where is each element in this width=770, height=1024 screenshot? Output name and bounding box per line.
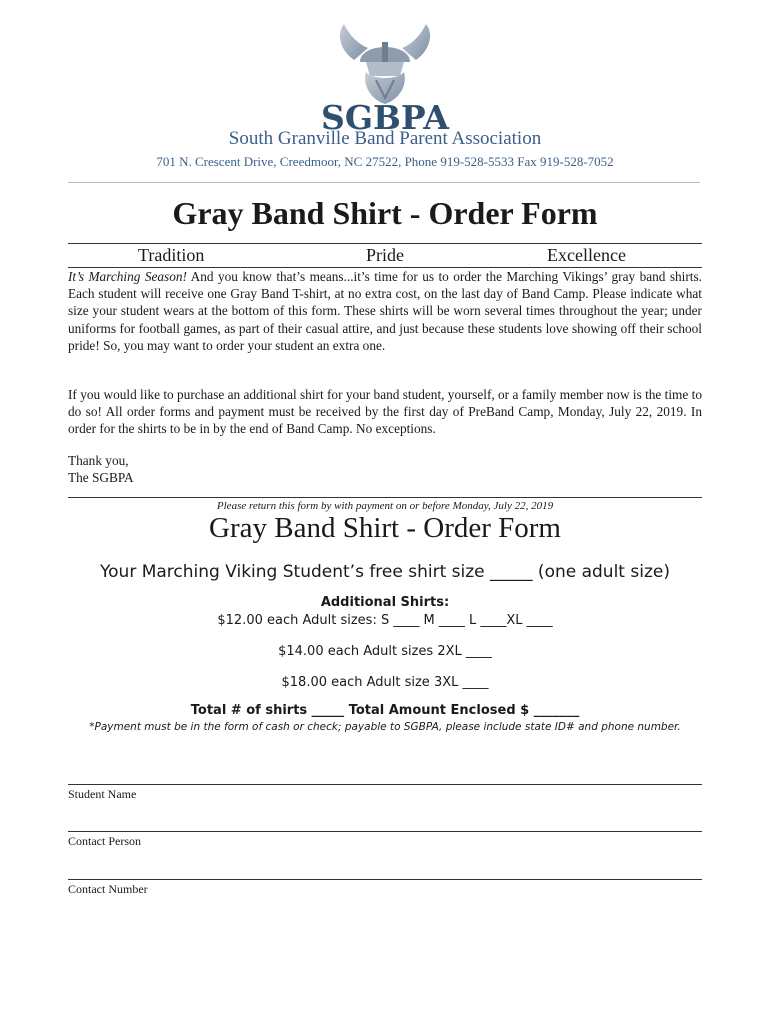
totals-line[interactable]: Total # of shirts _____ Total Amount Enclosed $ _______ [190, 703, 580, 718]
price-12-sizes-line[interactable]: $12.00 each Adult sizes: S ____ M ____ L ____XL ____ [217, 613, 553, 628]
price-18-sizes-line[interactable]: $18.00 each Adult size 3XL ____ [281, 675, 489, 690]
return-note: Please return this form by with payment on or before Monday, July 22, 2019 [216, 500, 554, 512]
title-rule-top [68, 243, 702, 244]
viking-head-icon [310, 20, 460, 104]
price-14-sizes-line[interactable]: $14.00 each Adult sizes 2XL ____ [278, 644, 492, 659]
association-address: 701 N. Crescent Drive, Creedmoor, NC 27522, Phone 919-528-5533 Fax 919-528-7052 [156, 154, 614, 169]
free-shirt-size-line[interactable]: Your Marching Viking Student’s free shirt size _____ (one adult size) [100, 562, 670, 582]
order-form-title: Gray Band Shirt - Order Form [209, 512, 561, 544]
contact-number-label: Contact Number [68, 882, 148, 896]
motto-pride: Pride [366, 245, 404, 265]
student-name-label: Student Name [68, 787, 137, 801]
motto-excellence: Excellence [547, 245, 626, 265]
intro-paragraph-2: If you would like to purchase an additional shirt for your band student, yourself, or a family member now is the time to do so! All order forms and payment must be received by the first day of PreBand Camp, Monday, July 22, 2019. In order for the shirts to be in by the end of Band Camp. No exceptions. [68, 387, 702, 437]
thanks-line: Thank you, [68, 453, 129, 468]
intro-paragraph-1 [68, 268, 702, 354]
contact-person-line[interactable] [68, 831, 702, 832]
header-divider [68, 182, 700, 183]
additional-shirts-heading: Additional Shirts: [320, 595, 450, 610]
contact-number-line[interactable] [68, 879, 702, 880]
form-divider [68, 497, 702, 498]
page-title: Gray Band Shirt - Order Form [172, 195, 598, 231]
motto-tradition: Tradition [138, 245, 205, 265]
signoff-line: The SGBPA [68, 470, 134, 486]
viking-logo [310, 20, 460, 137]
association-name: South Granville Band Parent Association [228, 128, 542, 149]
student-name-line[interactable] [68, 784, 702, 785]
intro-body: And you know that’s means...it’s time for us to order the Marching Vikings’ gray band shirts. Each student will receive one Gray Band T-shirt, at no extra cost, on the last day of Band Camp. Please indicate what size your student wears at the bottom of this form. These shirts will be worn several times throughout the year; under uniforms for football games, as part of their casual attire, and just because these students love showing off their school pride! So, you may want to order your student an extra one. [68, 269, 702, 353]
contact-person-label: Contact Person [68, 834, 141, 848]
payment-note: *Payment must be in the form of cash or check; payable to SGBPA, please include state ID# and phone number. [89, 721, 681, 733]
logo-wordmark: SGBPA [321, 98, 449, 137]
signature-block [68, 452, 702, 486]
intro-lead: It’s Marching Season! [68, 269, 187, 284]
